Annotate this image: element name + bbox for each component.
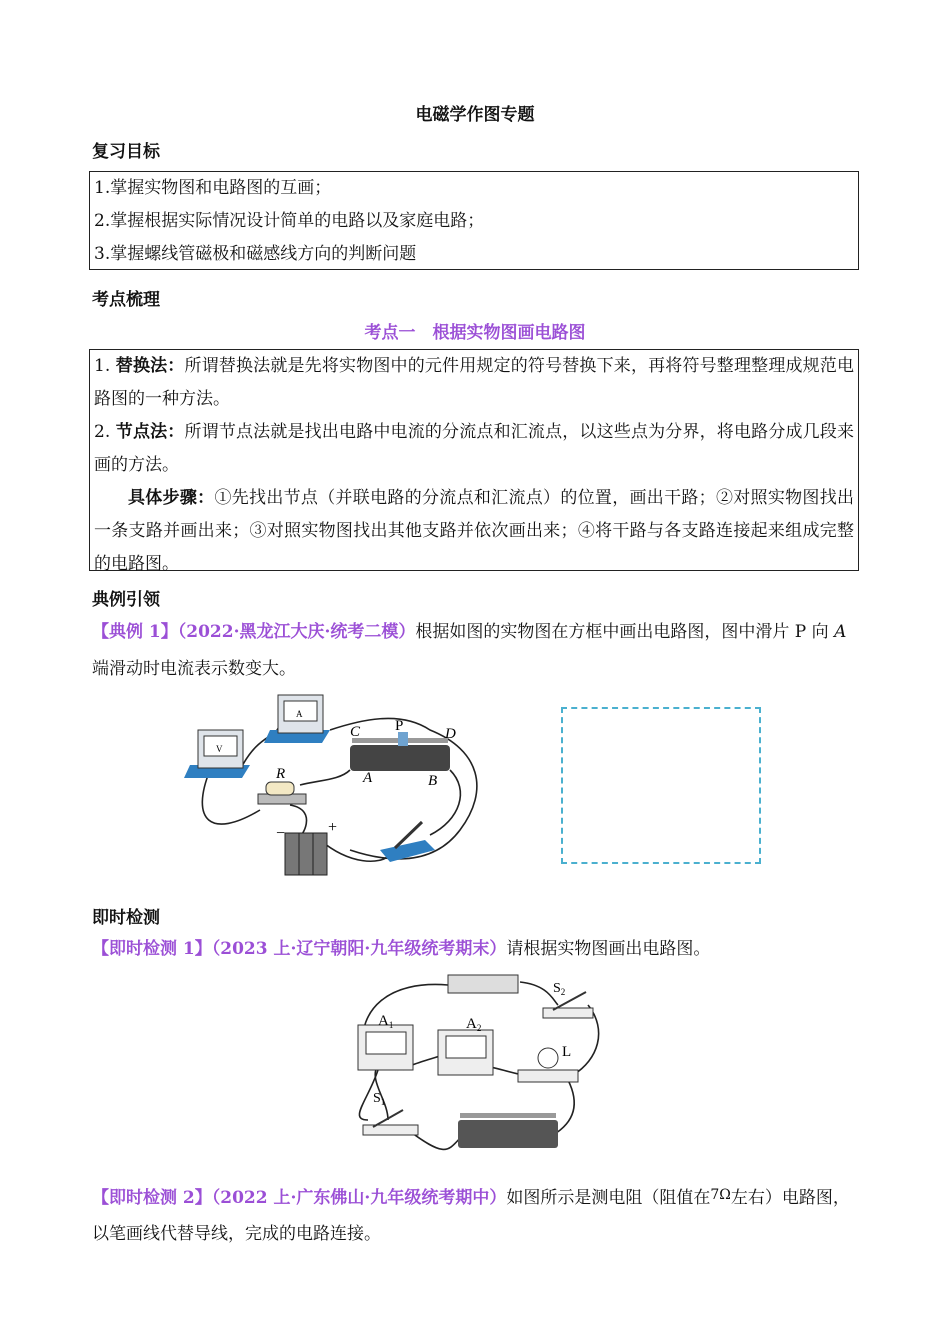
example-circuit-figure bbox=[180, 690, 500, 880]
method-steps: 具体步骤：①先找出节点（并联电路的分流点和汇流点）的位置，画出干路；②对照实物图找出一条支路并画出来；③对照实物图找出其他支路并依次画出来；④将干路与各支路连接起来组成完整的电路图。 bbox=[94, 488, 855, 574]
svg-text:C: C bbox=[350, 724, 361, 740]
rheostat-icon bbox=[350, 718, 456, 789]
ammeter-label: A bbox=[296, 709, 303, 719]
lamp-l-icon bbox=[518, 1044, 578, 1082]
method-substitution: 1. 替换法：所谓替换法就是先将实物图中的元件用规定的符号替换下来，再将符号整理整理成规范电路图的一种方法。 bbox=[94, 356, 855, 409]
review-box bbox=[89, 171, 859, 270]
voltmeter-label: V bbox=[216, 744, 223, 754]
svg-text:S2: $S_2$ bbox=[553, 981, 566, 997]
battery-icon bbox=[448, 975, 518, 993]
switch-s1-icon bbox=[363, 1091, 418, 1135]
points-heading: 考点梳理 bbox=[92, 290, 160, 310]
svg-text:L: L bbox=[562, 1044, 572, 1060]
svg-text:A1: $A_1$ bbox=[378, 1013, 394, 1030]
check1-circuit-figure bbox=[348, 970, 608, 1175]
voltmeter-icon bbox=[184, 730, 250, 778]
page-title: 电磁学作图专题 bbox=[415, 105, 535, 125]
method-node: 2. 节点法：所谓节点法就是找出电路中电流的分流点和汇流点，以这些点为分界，将电路分成几段来画的方法。 bbox=[94, 422, 855, 475]
rheostat-icon bbox=[458, 1113, 558, 1148]
svg-text:A2: $A_2$ bbox=[466, 1016, 482, 1033]
svg-text:−: − bbox=[276, 825, 286, 842]
svg-text:R: R bbox=[276, 766, 286, 782]
review-heading: 复习目标 bbox=[92, 142, 160, 162]
ammeter-a2-icon bbox=[438, 1016, 493, 1075]
switch-s2-icon bbox=[543, 981, 593, 1018]
answer-box[interactable] bbox=[561, 707, 761, 864]
svg-text:A: A bbox=[363, 770, 373, 786]
check-question-1: 【即时检测 1】（2023 上·辽宁朝阳·九年级统考期末）请根据实物图画出电路图。 bbox=[92, 939, 711, 959]
svg-text:S1: $S_1$ bbox=[373, 1091, 386, 1107]
switch-icon bbox=[380, 822, 435, 862]
example-question: 【典例 1】（2022·黑龙江大庆·统考二模）根据如图的实物图在方框中画出电路图，图中滑片 P 向 A 端滑动时电流表示数变大。 bbox=[92, 622, 847, 679]
svg-text:D: D bbox=[445, 726, 456, 742]
review-item: 3.掌握螺线管磁极和磁感线方向的判断问题 bbox=[94, 244, 417, 264]
check-heading: 即时检测 bbox=[92, 908, 160, 928]
resistor-icon bbox=[258, 766, 306, 804]
ammeter-icon bbox=[264, 695, 330, 743]
methods-box bbox=[89, 349, 859, 574]
review-item: 2.掌握根据实际情况设计简单的电路以及家庭电路； bbox=[94, 211, 485, 231]
review-item: 1.掌握实物图和电路图的互画； bbox=[94, 178, 332, 198]
check-question-2: 【即时检测 2】（2022 上·广东佛山·九年级统考期中）如图所示是测电阻（阻值在$^{7\Omega}$左右）电路图，以笔画线代替导线，完成的电路连接。 bbox=[92, 1187, 850, 1244]
svg-text:B: B bbox=[428, 773, 438, 789]
points-subtitle: 考点一 根据实物图画电路图 bbox=[364, 323, 586, 343]
svg-text:+: + bbox=[328, 819, 338, 836]
example-heading: 典例引领 bbox=[92, 590, 160, 610]
svg-text:P: P bbox=[395, 718, 404, 734]
